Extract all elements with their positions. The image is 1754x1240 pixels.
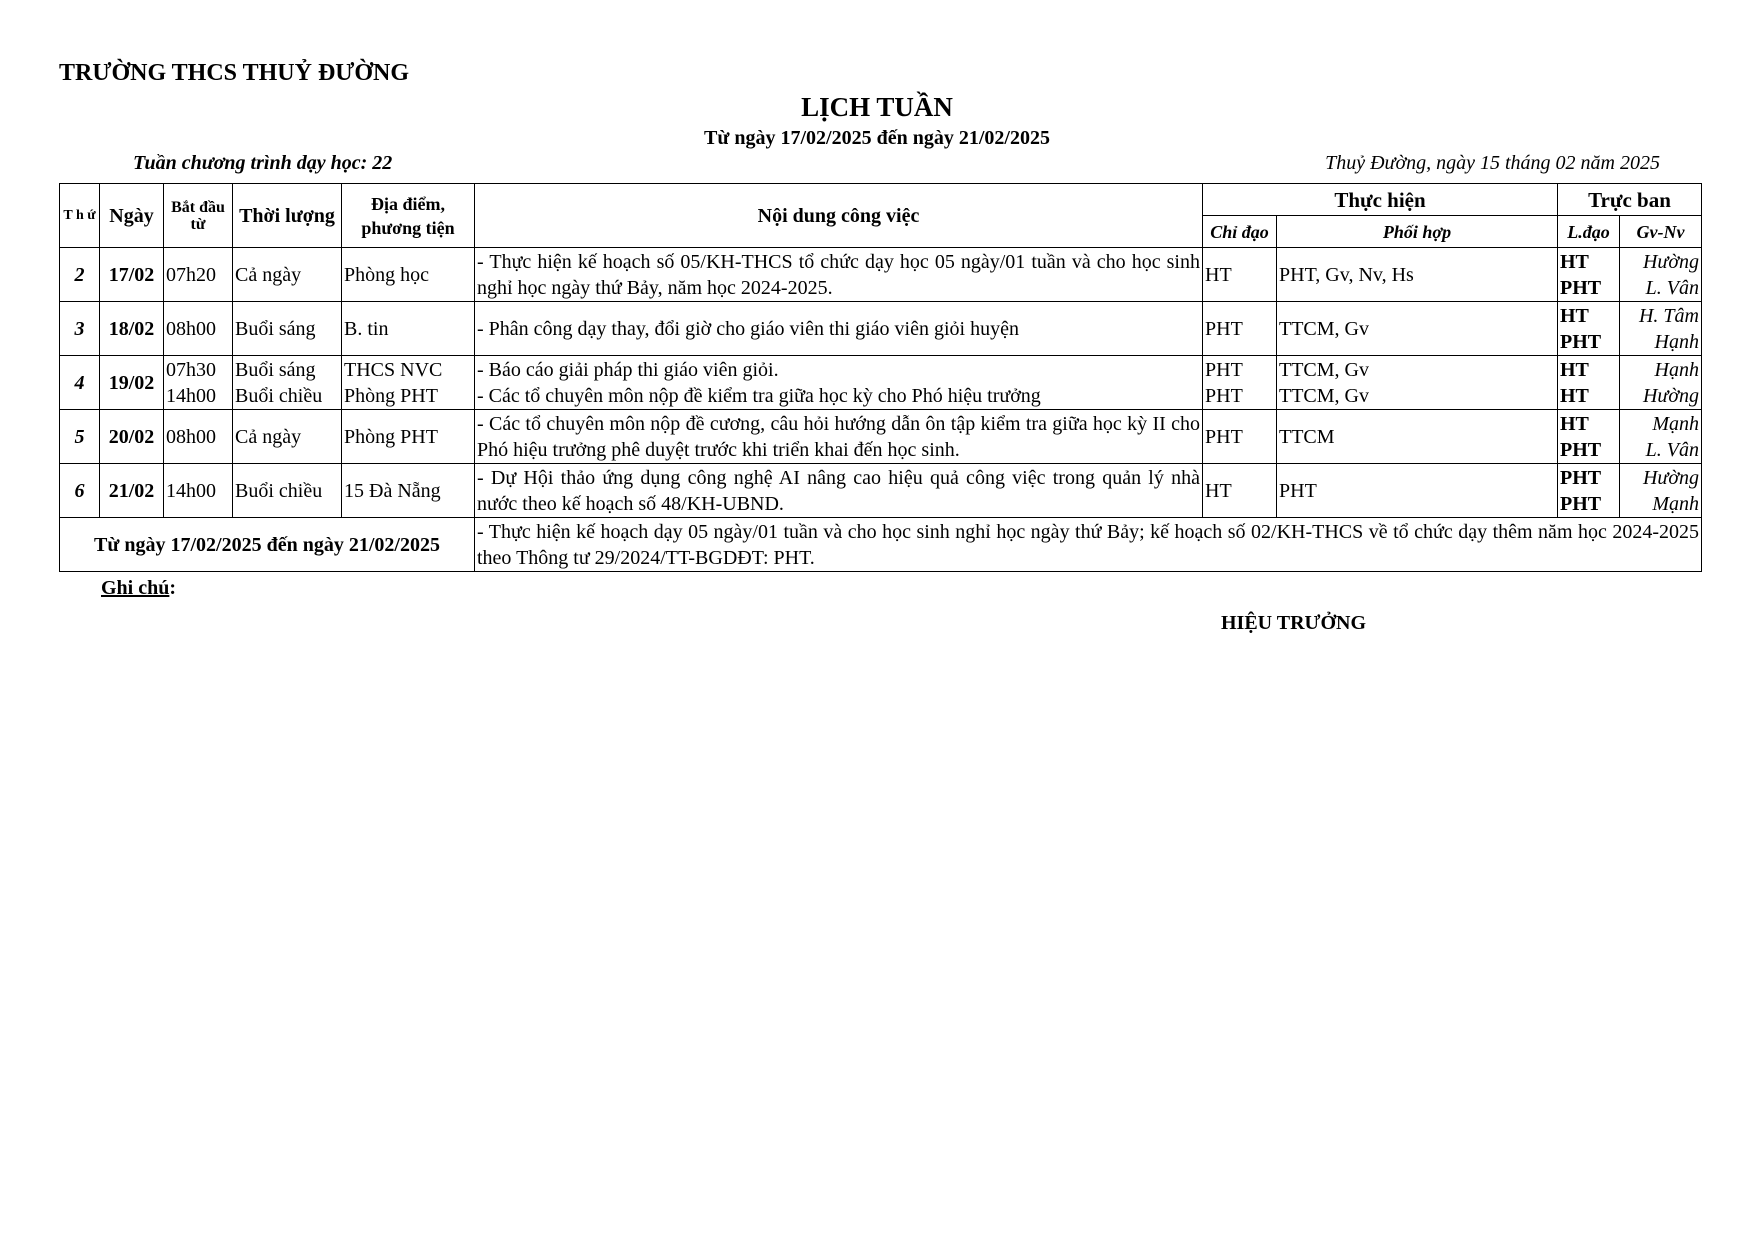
l-dao-line: HT (1560, 304, 1589, 327)
note-label (101, 577, 176, 600)
l-dao-line: PHT (1560, 330, 1602, 353)
summary-content: - Thực hiện kế hoạch dạy 05 ngày/01 tuần và cho học sinh nghỉ học ngày thứ Bảy; kế hoạch số 02/KH-THCS về tổ chức dạy thêm năm học 2024-2025 theo Thông tư 29/2024/TT-BGDĐT: PHT. (475, 518, 1702, 572)
dia-diem-line: Phòng PHT (344, 384, 438, 407)
cell-thu: 2 (60, 248, 100, 302)
table-row (60, 248, 1702, 302)
thoi-luong-line: Buổi sáng (235, 358, 316, 381)
gv-nv-line: Hường (1642, 250, 1699, 273)
thoi-luong-line: Buổi chiều (235, 384, 323, 407)
table-row (60, 464, 1702, 518)
cell-chi-dao (1203, 356, 1277, 410)
cell-thoi-luong (233, 356, 342, 410)
cell-thoi-luong: Buổi chiều (233, 464, 342, 518)
dia-diem-line: THCS NVC (344, 358, 443, 381)
l-dao-line: PHT (1560, 438, 1602, 461)
l-dao-line: HT (1560, 384, 1589, 407)
note-colon: : (169, 577, 177, 599)
cell-bat-dau: 07h20 (164, 248, 233, 302)
gv-nv-line: Hạnh (1654, 330, 1699, 353)
l-dao-line: HT (1560, 250, 1589, 273)
cell-dia-diem: B. tin (342, 302, 475, 356)
cell-ngay: 20/02 (100, 410, 164, 464)
cell-dia-diem (342, 356, 475, 410)
cell-thoi-luong: Cả ngày (233, 410, 342, 464)
l-dao-line: PHT (1560, 466, 1602, 489)
header-l-dao: L.đạo (1558, 216, 1620, 248)
schedule-table (59, 183, 1702, 572)
cell-noi-dung: - Các tổ chuyên môn nộp đề cương, câu hỏi hướng dẫn ôn tập kiểm tra giữa học kỳ II cho Phó hiệu trưởng phê duyệt trước khi triển khai đến học sinh. (475, 410, 1203, 464)
header-thuc-hien: Thực hiện (1203, 184, 1558, 216)
cell-l-dao (1558, 410, 1620, 464)
cell-phoi-hop: TTCM, Gv (1277, 302, 1558, 356)
header-dia-diem: Địa điểm, phương tiện (342, 184, 475, 248)
table-row (60, 356, 1702, 410)
cell-chi-dao: PHT (1203, 302, 1277, 356)
cell-chi-dao: HT (1203, 248, 1277, 302)
header-thoi-luong: Thời lượng (233, 184, 342, 248)
cell-dia-diem: Phòng PHT (342, 410, 475, 464)
cell-bat-dau (164, 356, 233, 410)
cell-dia-diem: Phòng học (342, 248, 475, 302)
cell-bat-dau: 08h00 (164, 302, 233, 356)
cell-thoi-luong: Cả ngày (233, 248, 342, 302)
table-row (60, 410, 1702, 464)
gv-nv-line: Hường (1642, 384, 1699, 407)
school-name: TRƯỜNG THCS THUỶ ĐƯỜNG (59, 60, 410, 86)
cell-thoi-luong: Buổi sáng (233, 302, 342, 356)
cell-bat-dau: 08h00 (164, 410, 233, 464)
cell-gv-nv (1620, 356, 1702, 410)
chi-dao-line: PHT (1205, 384, 1243, 407)
cell-phoi-hop (1277, 356, 1558, 410)
cell-phoi-hop: PHT (1277, 464, 1558, 518)
gv-nv-line: H. Tâm (1638, 304, 1699, 327)
cell-gv-nv (1620, 302, 1702, 356)
summary-label: Từ ngày 17/02/2025 đến ngày 21/02/2025 (60, 518, 475, 572)
cell-ngay: 18/02 (100, 302, 164, 356)
header-noi-dung: Nội dung công việc (475, 184, 1203, 248)
phoi-hop-line: TTCM, Gv (1279, 384, 1369, 407)
cell-thu: 6 (60, 464, 100, 518)
cell-ngay: 21/02 (100, 464, 164, 518)
summary-row (60, 518, 1702, 572)
cell-phoi-hop: PHT, Gv, Nv, Hs (1277, 248, 1558, 302)
cell-chi-dao: HT (1203, 464, 1277, 518)
cell-gv-nv (1620, 248, 1702, 302)
cell-l-dao (1558, 248, 1620, 302)
cell-chi-dao: PHT (1203, 410, 1277, 464)
header-chi-dao: Chỉ đạo (1203, 216, 1277, 248)
bat-dau-line: 14h00 (166, 384, 216, 407)
gv-nv-line: L. Vân (1645, 276, 1699, 299)
bat-dau-line: 07h30 (166, 358, 216, 381)
cell-l-dao (1558, 356, 1620, 410)
cell-ngay: 19/02 (100, 356, 164, 410)
cell-gv-nv (1620, 410, 1702, 464)
header-bat-dau: Bắt đầu từ (164, 184, 233, 248)
chi-dao-line: PHT (1205, 358, 1243, 381)
cell-ngay: 17/02 (100, 248, 164, 302)
header-thu: T h ứ (60, 184, 100, 248)
cell-l-dao (1558, 464, 1620, 518)
date-range: Từ ngày 17/02/2025 đến ngày 21/02/2025 (704, 127, 1050, 149)
gv-nv-line: Hường (1642, 466, 1699, 489)
week-label: Tuần chương trình dạy học: 22 (133, 152, 393, 174)
page-title: LỊCH TUẦN (801, 92, 953, 122)
phoi-hop-line: TTCM, Gv (1279, 358, 1369, 381)
l-dao-line: PHT (1560, 492, 1602, 515)
noi-dung-line: - Báo cáo giải pháp thi giáo viên giỏi. (477, 358, 779, 381)
table-row (60, 302, 1702, 356)
gv-nv-line: Mạnh (1652, 412, 1699, 435)
cell-thu: 5 (60, 410, 100, 464)
note-label-text: Ghi chú (101, 577, 170, 599)
gv-nv-line: Hạnh (1654, 358, 1699, 381)
cell-noi-dung: - Phân công dạy thay, đổi giờ cho giáo viên thi giáo viên giỏi huyện (475, 302, 1203, 356)
cell-thu: 4 (60, 356, 100, 410)
place-date: Thuỷ Đường, ngày 15 tháng 02 năm 2025 (1325, 152, 1660, 174)
l-dao-line: HT (1560, 358, 1589, 381)
cell-noi-dung: - Thực hiện kế hoạch số 05/KH-THCS tổ chức dạy học 05 ngày/01 tuần và cho học sinh nghỉ học ngày thứ Bảy, năm học 2024-2025. (475, 248, 1203, 302)
l-dao-line: HT (1560, 412, 1589, 435)
cell-phoi-hop: TTCM (1277, 410, 1558, 464)
noi-dung-line: - Các tổ chuyên môn nộp đề kiểm tra giữa học kỳ cho Phó hiệu trưởng (477, 384, 1041, 407)
header-phoi-hop: Phối hợp (1277, 216, 1558, 248)
cell-noi-dung: - Dự Hội thảo ứng dụng công nghệ AI nâng cao hiệu quả công việc trong quản lý nhà nước theo kế hoạch số 48/KH-UBND. (475, 464, 1203, 518)
l-dao-line: PHT (1560, 276, 1602, 299)
header-gv-nv: Gv-Nv (1620, 216, 1702, 248)
header-truc-ban: Trực ban (1558, 184, 1702, 216)
gv-nv-line: L. Vân (1645, 438, 1699, 461)
signature-title: HIỆU TRƯỞNG (1221, 612, 1367, 634)
cell-dia-diem: 15 Đà Nẵng (342, 464, 475, 518)
cell-thu: 3 (60, 302, 100, 356)
gv-nv-line: Mạnh (1652, 492, 1699, 515)
cell-gv-nv (1620, 464, 1702, 518)
cell-bat-dau: 14h00 (164, 464, 233, 518)
header-ngay: Ngày (100, 184, 164, 248)
cell-l-dao (1558, 302, 1620, 356)
cell-noi-dung (475, 356, 1203, 410)
